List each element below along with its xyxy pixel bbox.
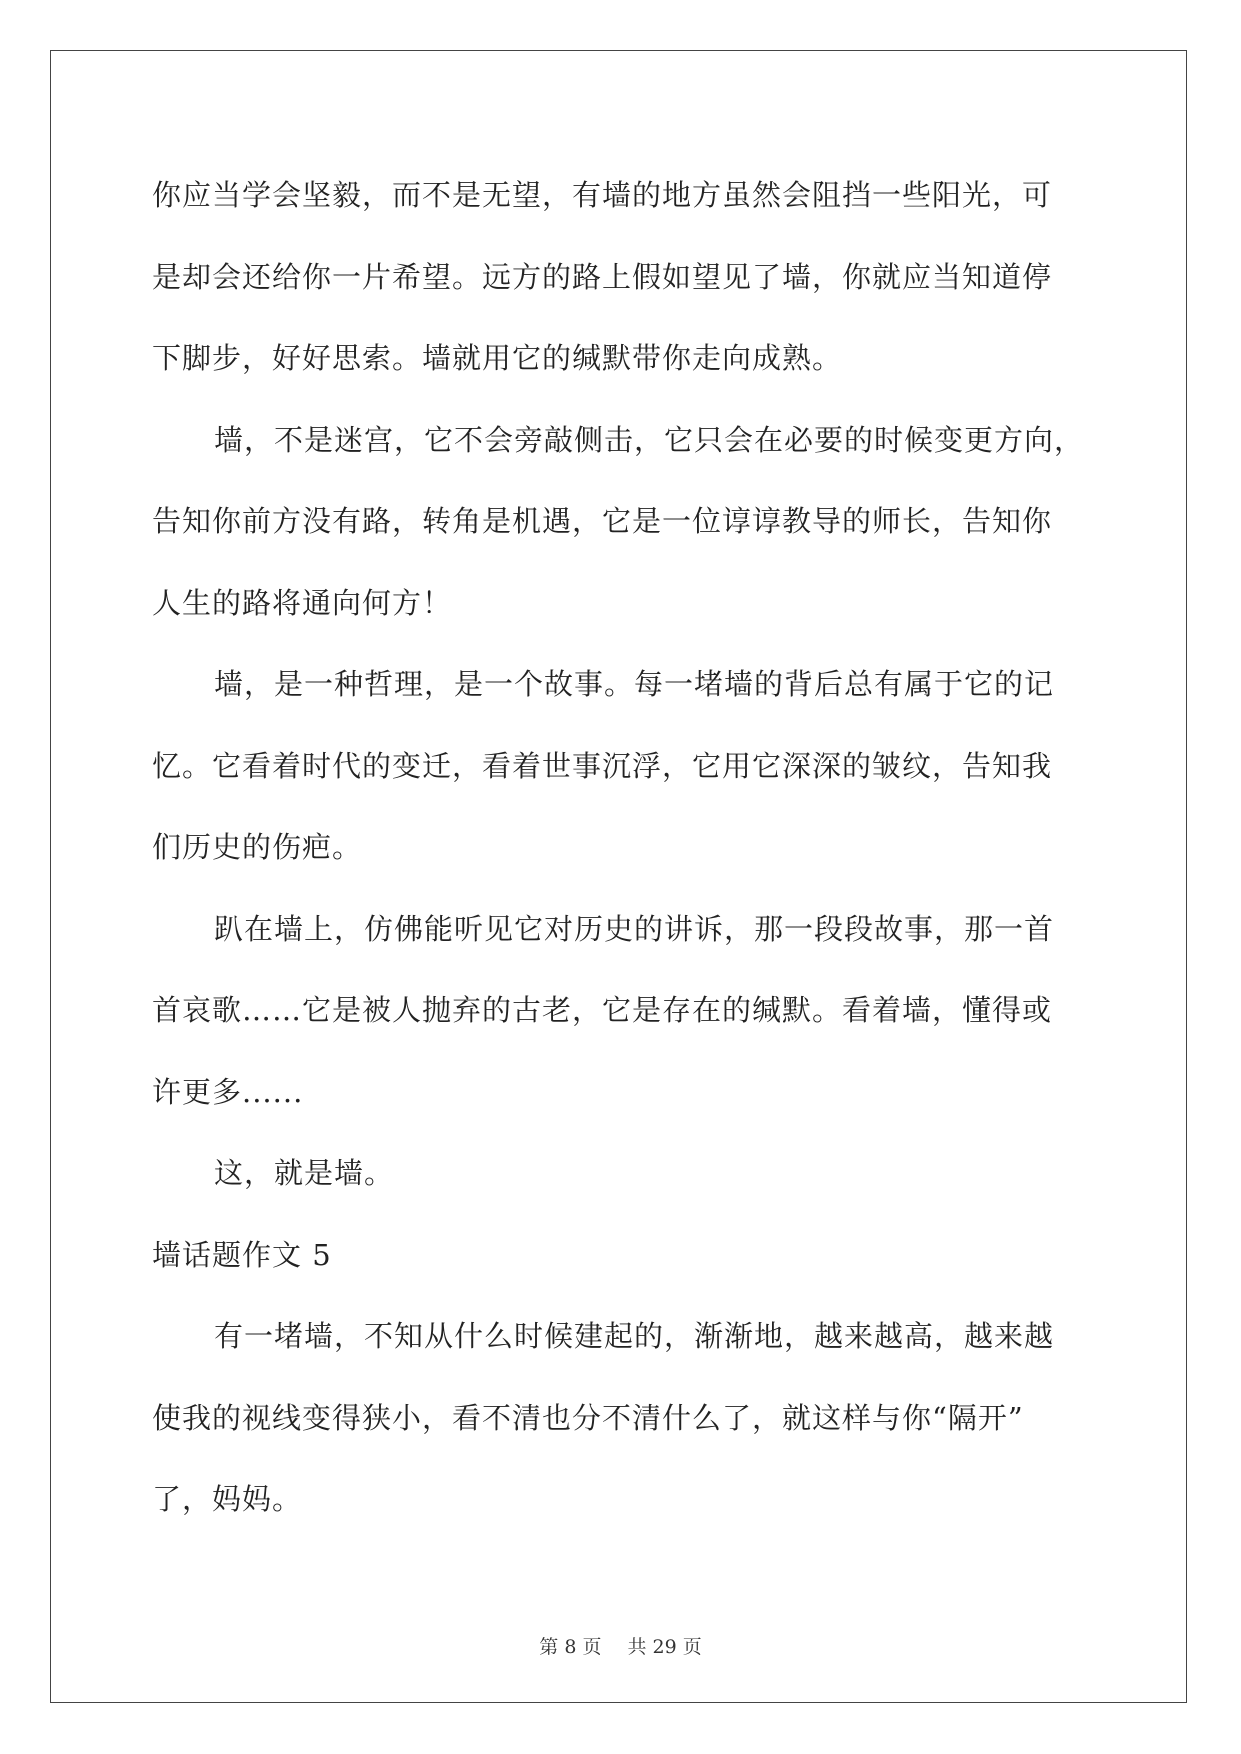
- text-line: 忆。它看着时代的变迁，看着世事沉浮，它用它深深的皱纹，告知我: [152, 748, 1053, 783]
- text-line: 下脚步，好好思索。墙就用它的缄默带你走向成熟。: [152, 341, 843, 375]
- page-number: 第 8 页: [539, 1636, 602, 1658]
- text-line: 有一堵墙，不知从什么时候建起的，渐渐地，越来越高，越来越: [214, 1319, 1055, 1353]
- text-line: 们历史的伤疤。: [152, 830, 363, 864]
- text-line: 趴在墙上，仿佛能听见它对历史的讲诉，那一段段故事，那一首: [214, 911, 1055, 946]
- text-line: 告知你前方没有路，转角是机遇，它是一位谆谆教导的师长，告知你: [152, 504, 1053, 538]
- page-total: 共 29 页: [627, 1636, 702, 1658]
- text-line: 人生的路将通向何方！: [152, 585, 453, 620]
- text-line: 是却会还给你一片希望。远方的路上假如望见了墙，你就应当知道停: [152, 259, 1053, 294]
- text-line: 使我的视线变得狭小，看不清也分不清什么了，就这样与你“隔开”: [152, 1400, 1024, 1435]
- text-line: 许更多......: [152, 1074, 304, 1109]
- text-line: 墙话题作文 5: [152, 1237, 332, 1272]
- text-line: 首哀歌……它是被人抛弃的古老，它是存在的缄默。看着墙，懂得或: [152, 993, 1053, 1027]
- document-body: [152, 165, 1092, 1551]
- page-footer: [0, 1632, 1241, 1659]
- text-line: 这，就是墙。: [214, 1156, 395, 1190]
- text-line: 了，妈妈。: [152, 1482, 303, 1516]
- text-line: 你应当学会坚毅，而不是无望，有墙的地方虽然会阻挡一些阳光，可: [152, 178, 1053, 212]
- text-line: 墙，不是迷宫，它不会旁敲侧击，它只会在必要的时候变更方向，: [214, 422, 1085, 457]
- text-line: 墙，是一种哲理，是一个故事。每一堵墙的背后总有属于它的记: [214, 667, 1055, 701]
